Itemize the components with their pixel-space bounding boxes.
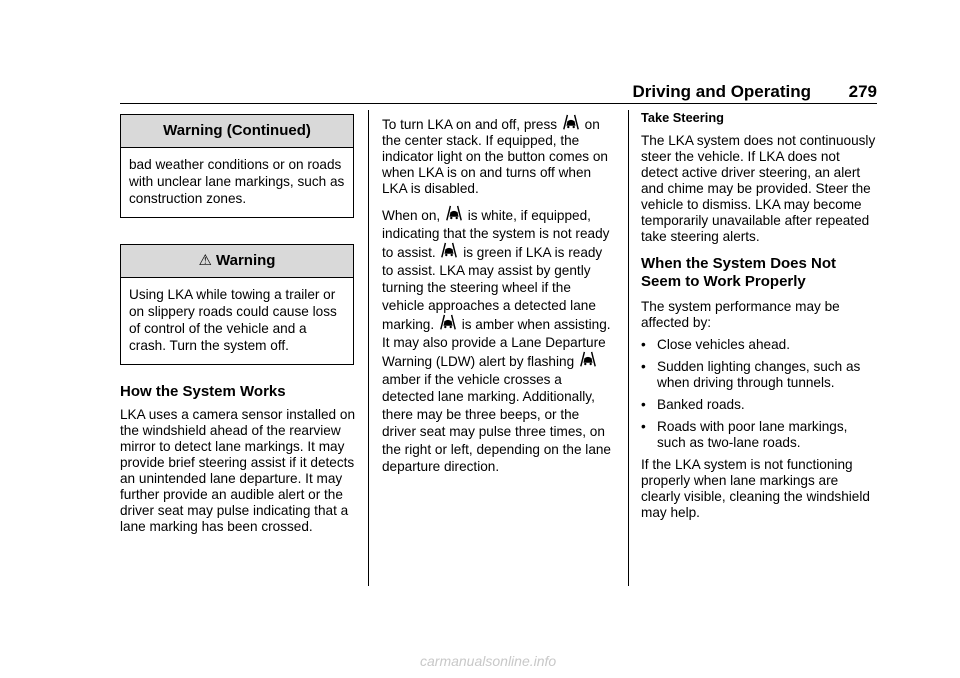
lka-status-text-a: When on, [382, 208, 441, 223]
warning-triangle-icon: ⚠ [198, 252, 212, 269]
column-divider [368, 110, 369, 586]
take-steering-heading: Take Steering [641, 110, 724, 125]
lka-toggle-text-a: To turn LKA on and off, press [382, 117, 558, 132]
bullet-icon: • [641, 359, 646, 374]
warning-continued-title: Warning (Continued) [121, 115, 353, 148]
lka-status-text-e: amber if the vehicle crosses a detected lane marking. Additionally, there may be three beeps, or the driver seat may pulse three times, on the right or left, depending on the lane departure direction. [382, 371, 611, 474]
list-item-text: Roads with poor lane markings, such as two-lane roads. [657, 419, 848, 450]
page-header [120, 82, 877, 102]
warning-continued-box [120, 114, 354, 218]
warning-body: Using LKA while towing a trailer or on slippery roads could cause loss of control of the vehicle and a crash. Turn the system off. [129, 287, 337, 353]
closing-paragraph: If the LKA system is not functioning properly when lane markings are clearly visible, cleaning the windshield may help. [641, 457, 870, 520]
lka-status-text-c: is green if LKA is ready to assist. LKA may assist by gently turning the steering wheel if the vehicle approaches a detected lane marking. [382, 245, 603, 332]
list-item [641, 397, 877, 413]
header-rule [120, 103, 877, 104]
not-working-intro: The system performance may be affected by: [641, 299, 840, 330]
not-working-heading: When the System Does Not Seem to Work Properly [641, 255, 837, 290]
warning-box [120, 244, 354, 365]
lane-keep-assist-icon [579, 351, 597, 369]
lka-status-text-d: is amber when assisting. It may also provide a Lane Departure Warning (LDW) alert by flashing [382, 317, 611, 369]
list-item-text: Close vehicles ahead. [657, 337, 790, 352]
how-system-works-body: LKA uses a camera sensor installed on the windshield ahead of the rearview mirror to detect lane markings. It may provide brief steering assist if it detects an unintended lane departure. It may further provide an audible alert or the driver seat may pulse indicating that a lane marking has been crossed. [120, 407, 356, 534]
warning-continued-body: bad weather conditions or on roads with unclear lane markings, such as construction zones. [129, 157, 345, 206]
section-title: Driving and Operating [632, 82, 811, 101]
lka-status-paragraph [382, 205, 614, 476]
lane-keep-assist-icon [445, 205, 463, 223]
how-system-works-heading: How the System Works [120, 383, 286, 400]
warning-title [121, 245, 353, 278]
column-3 [641, 110, 877, 521]
column-divider [628, 110, 629, 586]
lka-toggle-text-b: on the center stack. If equipped, the indicator light on the button comes on when LKA is on and turns off when LKA is disabled. [382, 117, 608, 196]
bullet-icon: • [641, 397, 646, 412]
watermark: carmanualsonline.info [420, 653, 557, 669]
page-number: 279 [848, 82, 877, 101]
bullet-icon: • [641, 419, 646, 434]
list-item [641, 419, 877, 451]
lane-keep-assist-icon [562, 114, 580, 132]
column-2 [382, 114, 614, 476]
list-item [641, 337, 877, 353]
list-item-text: Banked roads. [657, 397, 745, 412]
lane-keep-assist-icon [440, 242, 458, 260]
list-item [641, 359, 877, 391]
list-item-text: Sudden lighting changes, such as when driving through tunnels. [657, 359, 861, 390]
warning-title-label: Warning [216, 252, 276, 269]
lane-keep-assist-icon [439, 314, 457, 332]
bullet-icon: • [641, 337, 646, 352]
column-1 [120, 110, 356, 535]
lka-status-text-b: is white, if equipped, indicating that the system is not ready to assist. [382, 208, 610, 260]
affect-list [641, 337, 877, 451]
lka-toggle-paragraph [382, 114, 614, 197]
take-steering-body: The LKA system does not continuously steer the vehicle. If LKA does not detect active driver steering, an alert and chime may be provided. Steer the vehicle to dismiss. LKA may become temporarily unavailable after repeated take steering alerts. [641, 133, 876, 244]
